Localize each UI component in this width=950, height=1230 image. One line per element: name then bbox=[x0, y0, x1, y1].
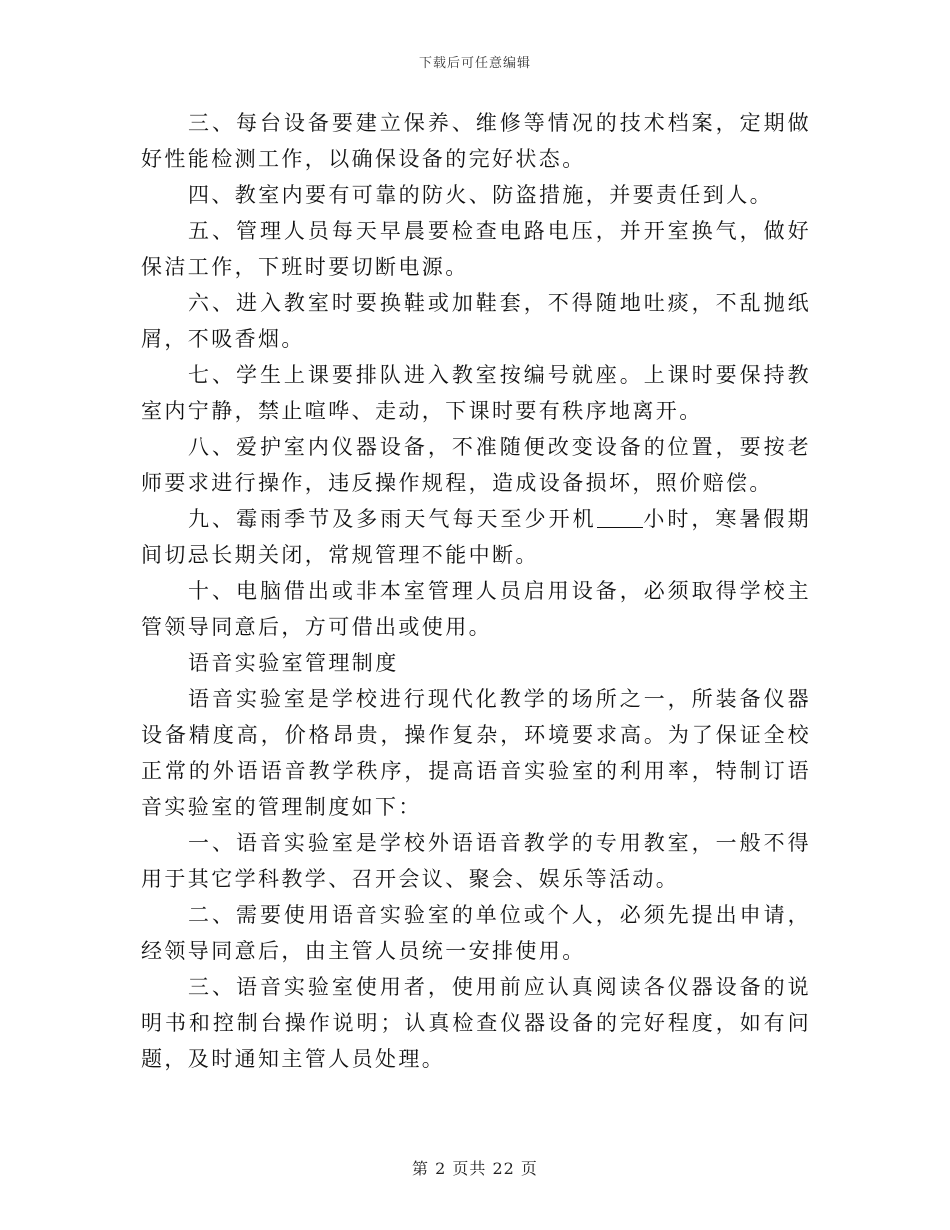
header-note: 下载后可任意编辑 bbox=[418, 56, 531, 71]
paragraph-3-equipment-archive: 三、每台设备要建立保养、维修等情况的技术档案，定期做好性能检测工作，以确保设备的完好状态。 bbox=[141, 111, 811, 171]
section-title: 语音实验室管理制度 bbox=[188, 651, 399, 675]
paragraph-8-equipment-care: 八、爱护室内仪器设备，不准随便改变设备的位置，要按老师要求进行操作，违反操作规程，造成设备损坏，照价赔偿。 bbox=[141, 435, 811, 495]
paragraph-6-shoe-covers: 六、进入教室时要换鞋或加鞋套，不得随地吐痰，不乱抛纸屑，不吸香烟。 bbox=[141, 291, 811, 351]
rule-3-user-instructions: 三、语音实验室使用者，使用前应认真阅读各仪器设备的说明书和控制台操作说明；认真检查仪器设备的完好程度，如有问题，及时通知主管人员处理。 bbox=[141, 975, 811, 1071]
paragraph-5-daily-check: 五、管理人员每天早晨要检查电路电压，并开室换气，做好保洁工作，下班时要切断电源。 bbox=[141, 219, 811, 279]
section-intro: 语音实验室是学校进行现代化教学的场所之一，所装备仪器设备精度高，价格昂贵，操作复杂，环境要求高。为了保证全校正常的外语语音教学秩序，提高语音实验室的利用率，特制订语音实验室的管理制度如下： bbox=[141, 687, 811, 819]
paragraph-7-seating: 七、学生上课要排队进入教室按编号就座。上课时要保持教室内宁静，禁止喧哗、走动，下课时要有秩序地离开。 bbox=[141, 363, 811, 423]
rule-1-dedicated-use: 一、语音实验室是学校外语语音教学的专用教室，一般不得用于其它学科教学、召开会议、聚会、娱乐等活动。 bbox=[141, 831, 811, 891]
paragraph-9-text-after: 小时，寒暑假期间切忌长期关闭，常规管理不能中断。 bbox=[141, 507, 811, 567]
rule-2-application: 二、需要使用语音实验室的单位或个人，必须先提出申请，经领导同意后，由主管人员统一安排使用。 bbox=[141, 903, 811, 963]
page-number: 第 2 页共 22 页 bbox=[412, 1159, 538, 1178]
paragraph-9-text-before: 九、霉雨季节及多雨天气每天至少开机 bbox=[188, 507, 597, 531]
paragraph-10-lending: 十、电脑借出或非本室管理人员启用设备，必须取得学校主管领导同意后，方可借出或使用。 bbox=[141, 579, 811, 639]
fill-in-blank bbox=[597, 507, 643, 528]
document-body bbox=[141, 105, 811, 1077]
paragraph-9-rainy-season bbox=[141, 501, 811, 573]
paragraph-4-fire-safety: 四、教室内要有可靠的防火、防盗措施，并要责任到人。 bbox=[188, 183, 773, 207]
